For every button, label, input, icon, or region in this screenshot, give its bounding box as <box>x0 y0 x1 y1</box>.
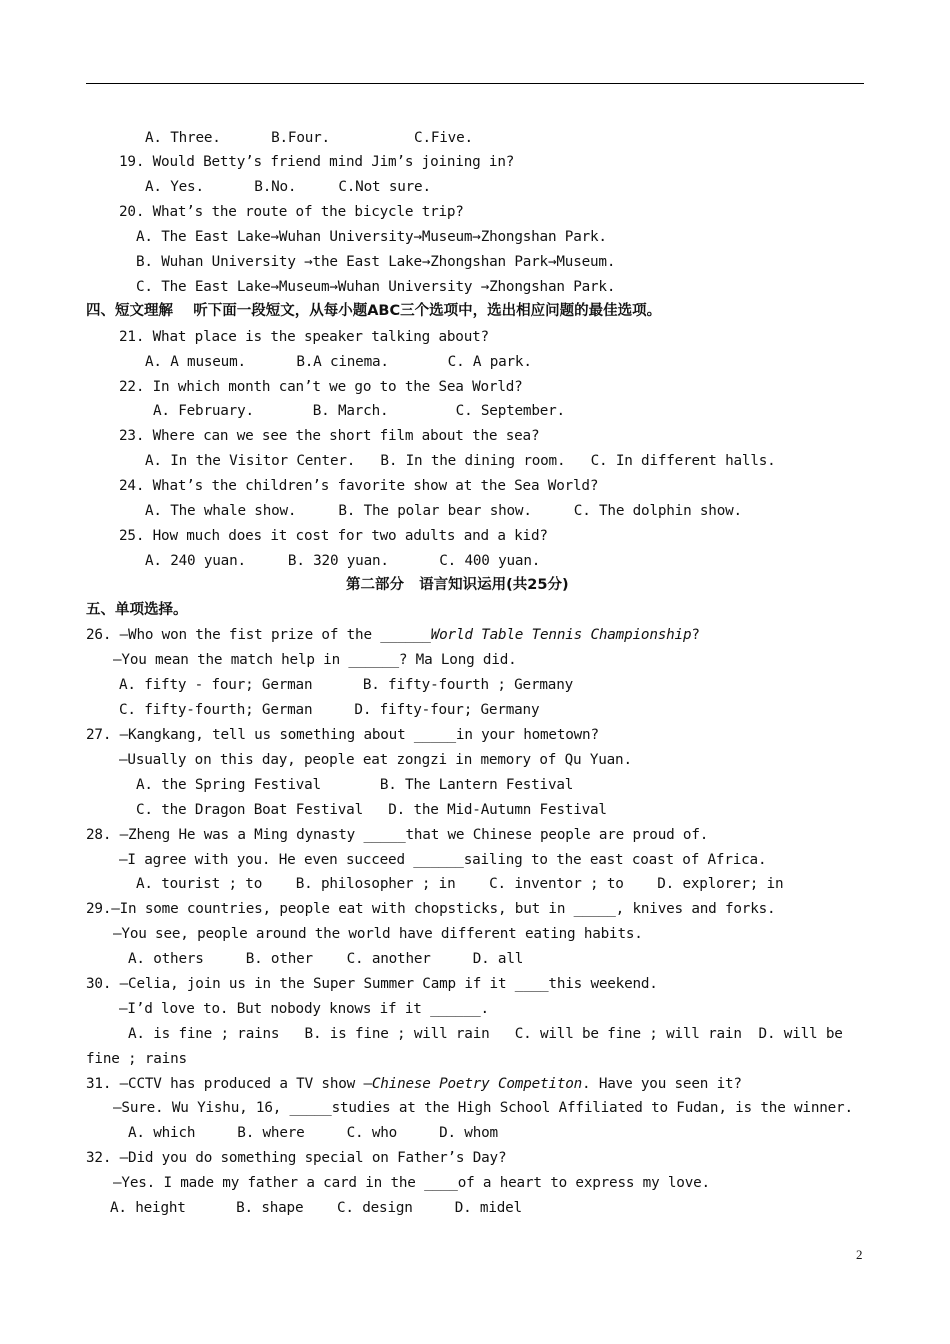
text-line <box>128 949 523 969</box>
text-segment: 28. —Zheng He was a Ming dynasty _____that we Chinese people are proud of. <box>86 827 709 843</box>
text-segment: 19. Would Betty’s friend mind Jim’s joining in? <box>119 154 515 170</box>
text-segment: 25. How much does it cost for two adults and a kid? <box>119 528 548 544</box>
text-segment: 27. —Kangkang, tell us something about _____in your hometown? <box>86 727 599 743</box>
text-segment: 20. What’s the route of the bicycle trip? <box>119 204 464 220</box>
text-segment: A. In the Visitor Center. B. In the dining room. C. In different halls. <box>145 453 776 469</box>
text-segment: C. the Dragon Boat Festival D. the Mid-Autumn Festival <box>136 802 607 818</box>
text-segment: A. height B. shape C. design D. midel <box>110 1200 522 1216</box>
text-segment: 21. What place is the speaker talking about? <box>119 329 489 345</box>
text-line <box>86 899 775 919</box>
text-line <box>119 377 523 397</box>
text-line <box>86 1074 742 1094</box>
text-segment: A. others B. other C. another D. all <box>128 951 524 967</box>
italic-title: Chinese Poetry Competiton <box>371 1076 583 1092</box>
text-segment: A. The East Lake→Wuhan University→Museum→Zhongshan Park. <box>136 229 607 245</box>
text-segment: —Usually on this day, people eat zongzi in memory of Qu Yuan. <box>119 752 632 768</box>
text-line <box>119 700 539 720</box>
text-line <box>86 600 188 620</box>
text-line <box>119 850 766 870</box>
page-number: 2 <box>856 1247 863 1262</box>
text-line <box>136 874 783 894</box>
text-segment: A. Three. B.Four. C.Five. <box>145 130 473 146</box>
text-line <box>346 575 569 595</box>
text-segment: A. 240 yuan. B. 320 yuan. C. 400 yuan. <box>145 553 541 569</box>
text-segment: B. Wuhan University →the East Lake→Zhongshan Park→Museum. <box>136 254 616 270</box>
text-segment: A. February. B. March. C. September. <box>153 403 565 419</box>
text-segment: 第二部分 语言知识运用(共25分) <box>346 577 569 593</box>
text-segment: —I agree with you. He even succeed ______sailing to the east coast of Africa. <box>119 852 767 868</box>
text-line <box>86 825 708 845</box>
text-line <box>119 526 548 546</box>
text-line <box>145 352 532 372</box>
text-line <box>86 1148 506 1168</box>
text-line <box>145 177 431 197</box>
text-line <box>113 924 643 944</box>
text-line <box>113 1098 853 1118</box>
text-segment: 22. In which month can’t we go to the Sea World? <box>119 379 523 395</box>
text-line <box>119 999 489 1019</box>
text-segment: 32. —Did you do something special on Father’s Day? <box>86 1150 507 1166</box>
text-line <box>153 401 565 421</box>
text-segment: —You see, people around the world have different eating habits. <box>113 926 643 942</box>
text-line <box>86 725 599 745</box>
text-segment: A. tourist ; to B. philosopher ; in C. inventor ; to D. explorer; in <box>136 876 784 892</box>
text-line <box>145 551 540 571</box>
text-segment: C. The East Lake→Museum→Wuhan University →Zhongshan Park. <box>136 279 616 295</box>
text-line <box>86 625 700 645</box>
text-line <box>119 675 573 695</box>
text-line <box>119 152 514 172</box>
text-line <box>119 327 489 347</box>
text-segment: C. fifty-fourth; German D. fifty-four; Germany <box>119 702 540 718</box>
text-segment: —Yes. I made my father a card in the ____of a heart to express my love. <box>113 1175 710 1191</box>
text-line <box>86 301 661 321</box>
text-line <box>113 1173 710 1193</box>
header-rule <box>86 83 864 84</box>
text-segment: A. fifty - four; German B. fifty-fourth ; Germany <box>119 677 574 693</box>
text-segment: A. A museum. B.A cinema. C. A park. <box>145 354 532 370</box>
text-segment: . Have you seen it? <box>582 1076 742 1092</box>
text-segment: 29.—In some countries, people eat with chopsticks, but in _____, knives and forks. <box>86 901 776 917</box>
text-segment: —You mean the match help in ______? Ma Long did. <box>113 652 517 668</box>
text-segment: A. which B. where C. who D. whom <box>128 1125 498 1141</box>
text-segment: —Sure. Wu Yishu, 16, _____studies at the High School Affiliated to Fudan, is the winner. <box>113 1100 853 1116</box>
text-line <box>119 426 539 446</box>
text-line <box>113 650 517 670</box>
text-segment: A. is fine ; rains B. is fine ; will rain C. will be fine ; will rain D. will be <box>128 1026 843 1042</box>
text-line <box>86 974 658 994</box>
text-segment: 五、单项选择。 <box>86 602 188 618</box>
text-line <box>119 476 598 496</box>
text-line <box>145 501 742 521</box>
text-segment: A. The whale show. B. The polar bear show. C. The dolphin show. <box>145 503 742 519</box>
text-segment: ? <box>691 627 700 643</box>
text-segment: A. the Spring Festival B. The Lantern Festival <box>136 777 574 793</box>
text-line <box>119 202 464 222</box>
text-line <box>145 128 473 148</box>
text-line <box>136 227 607 247</box>
text-line <box>145 451 776 471</box>
text-line <box>136 277 615 297</box>
text-line <box>136 252 615 272</box>
text-segment: 26. —Who won the fist prize of the ______ <box>86 627 431 643</box>
text-line <box>136 775 573 795</box>
text-segment: 23. Where can we see the short film about the sea? <box>119 428 540 444</box>
text-segment: 30. —Celia, join us in the Super Summer Camp if it ____this weekend. <box>86 976 658 992</box>
text-segment: 31. —CCTV has produced a TV show — <box>86 1076 372 1092</box>
text-line <box>128 1123 498 1143</box>
text-segment: fine ; rains <box>86 1051 187 1067</box>
text-segment: A. Yes. B.No. C.Not sure. <box>145 179 431 195</box>
text-segment: 四、短文理解 听下面一段短文，从每小题ABC三个选项中，选出相应问题的最佳选项。 <box>86 303 662 319</box>
text-line <box>128 1024 843 1044</box>
text-line <box>119 750 632 770</box>
text-segment: —I’d love to. But nobody knows if it ______. <box>119 1001 489 1017</box>
text-line <box>86 1049 187 1069</box>
text-line <box>136 800 607 820</box>
text-line <box>110 1198 522 1218</box>
italic-title: World Table Tennis Championship <box>430 627 692 643</box>
text-segment: 24. What’s the children’s favorite show at the Sea World? <box>119 478 599 494</box>
